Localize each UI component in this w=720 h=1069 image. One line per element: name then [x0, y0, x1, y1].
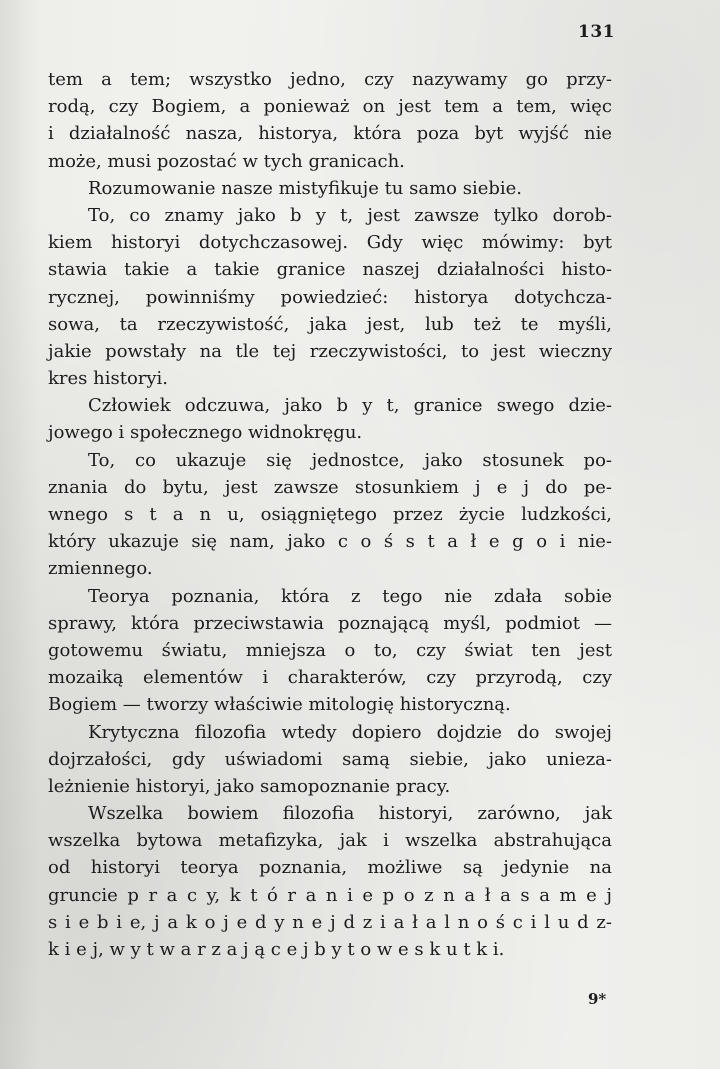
- text-line: gruncie p r a c y, k t ó r a n i e p o z n a ł a s a m e j: [48, 884, 612, 906]
- text-line: kiem historyi dotychczasowej. Gdy więc mówimy: byt: [48, 232, 612, 254]
- text-line: wszelka bytowa metafizyka, jak i wszelka abstrahująca: [48, 830, 612, 852]
- text-line: znania do bytu, jest zawsze stosunkiem j e j do pe-: [48, 476, 612, 498]
- text-line: leżnienie historyi, jako samopoznanie pracy.: [48, 775, 451, 797]
- text-line: od historyi teorya poznania, możliwe są jedynie na: [48, 857, 612, 879]
- text-line: Wszelka bowiem filozofia historyi, zarówno, jak: [88, 803, 612, 825]
- text-line: dojrzałości, gdy uświadomi samą siebie, jako unieza-: [48, 748, 612, 770]
- text-line: kres historyi.: [48, 368, 169, 390]
- text-line: mozaiką elementów i charakterów, czy przyrodą, czy: [48, 667, 612, 689]
- text-line: który ukazuje się nam, jako c o ś s t a ł e g o i nie-: [48, 531, 612, 553]
- text-line: i działalność nasza, historya, która poza byt wyjść nie: [48, 123, 612, 145]
- text-line: wnego s t a n u, osiągniętego przez życie ludzkości,: [48, 504, 612, 525]
- page-number: 131: [578, 22, 615, 42]
- text-line: jakie powstały na tle tej rzeczywistości, to jest wieczny: [48, 340, 612, 362]
- text-line: k i e j, w y t w a r z a j ą c e j b y t o w e s k u t k i.: [48, 939, 505, 960]
- text-line: rycznej, powinniśmy powiedzieć: historya dotychcza-: [48, 286, 612, 308]
- text-line: zmiennego.: [48, 558, 153, 580]
- text-line: gotowemu światu, mniejsza o to, czy świat ten jest: [48, 639, 612, 661]
- text-line: sowa, ta rzeczywistość, jaka jest, lub też te myśli,: [48, 313, 612, 335]
- text-line: jowego i społecznego widnokręgu.: [48, 422, 363, 444]
- text-line: stawia takie a takie granice naszej działalności histo-: [48, 259, 612, 281]
- text-line: To, co znamy jako b y t, jest zawsze tylko dorob-: [88, 204, 612, 226]
- text-line: może, musi pozostać w tych granicach.: [48, 150, 405, 172]
- text-line: rodą, czy Bogiem, a ponieważ on jest tem a tem, więc: [48, 96, 612, 118]
- text-line: sprawy, która przeciwstawia poznającą myśl, podmiot —: [48, 612, 612, 634]
- text-line: s i e b i e, j a k o j e d y n e j d z i a ł a l n o ś c i l u d z-: [48, 911, 612, 933]
- text-line: Krytyczna filozofia wtedy dopiero dojdzie do swojej: [88, 721, 612, 743]
- text-line: Teorya poznania, która z tego nie zdała sobie: [88, 585, 612, 607]
- printer-signature-mark: 9*: [588, 990, 607, 1008]
- text-line: Człowiek odczuwa, jako b y t, granice swego dzie-: [88, 395, 612, 417]
- body-text: [48, 66, 612, 963]
- text-line: Bogiem — tworzy właściwie mitologię historyczną.: [48, 694, 511, 716]
- text-line: To, co ukazuje się jednostce, jako stosunek po-: [88, 449, 612, 471]
- text-line: Rozumowanie nasze mistyfikuje tu samo siebie.: [88, 177, 523, 199]
- text-line: tem a tem; wszystko jedno, czy nazywamy go przy-: [48, 69, 612, 90]
